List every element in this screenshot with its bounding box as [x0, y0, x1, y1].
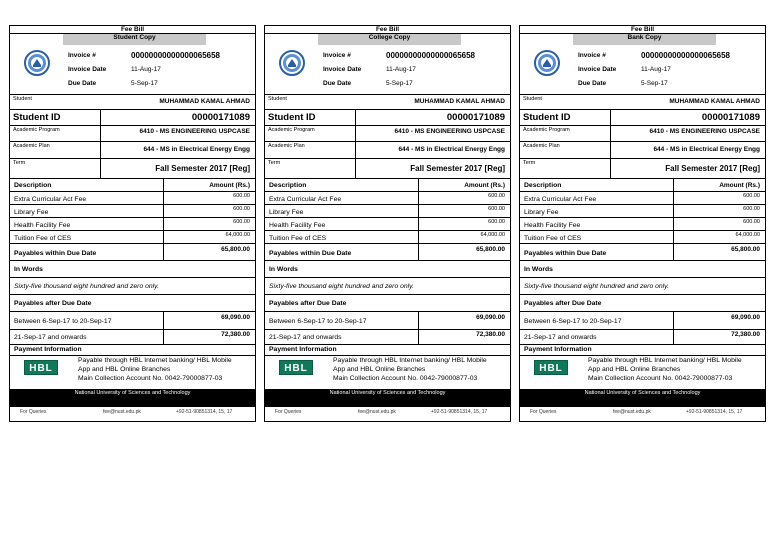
- student-id-row: [265, 110, 510, 126]
- queries-row: [520, 407, 765, 421]
- onwards-row: [520, 330, 765, 345]
- program-row: [10, 126, 255, 142]
- bill-title: Fee Bill: [10, 26, 255, 34]
- fee-item-amount: 600.00: [488, 193, 505, 199]
- invoice-number: 00000000000000065658: [386, 51, 475, 60]
- fee-item-row: [520, 218, 765, 231]
- student-id-label: Student ID: [13, 112, 61, 123]
- fee-item-row: [10, 231, 255, 244]
- fee-item-label: Extra Curricular Act Fee: [524, 196, 597, 203]
- invoice-date-label: Invoice Date: [323, 66, 362, 73]
- program-row: [520, 126, 765, 142]
- academic-plan: 644 - MS in Electrical Energy Engg: [398, 146, 505, 153]
- copy-name: Bank Copy: [573, 34, 716, 45]
- payment-line-1: Payable through HBL Internet banking/ HBL Mobile: [78, 357, 232, 364]
- between-label: Between 6-Sep-17 to 20-Sep-17: [269, 318, 367, 325]
- student-id: 00000171089: [701, 112, 760, 123]
- payable-due-amount: 65,800.00: [221, 246, 250, 253]
- between-amount: 69,090.00: [221, 314, 250, 321]
- payable-due-row: [10, 244, 255, 261]
- after-due-label: Payables after Due Date: [524, 300, 602, 307]
- fee-item-label: Library Fee: [524, 209, 559, 216]
- description-header-row: [265, 179, 510, 192]
- in-words-label-row: [520, 261, 765, 278]
- queries-label: For Queries: [20, 409, 47, 415]
- fee-item-row: [520, 192, 765, 205]
- in-words-row: [520, 278, 765, 295]
- in-words-row: [265, 278, 510, 295]
- term-value: Fall Semester 2017 [Reg]: [410, 164, 505, 173]
- student-row: [265, 94, 510, 110]
- fee-item-label: Health Facility Fee: [14, 222, 71, 229]
- invoice-date: 11-Aug-17: [641, 66, 671, 73]
- fee-item-amount: 64,000.00: [735, 232, 760, 238]
- description-header: Description: [524, 182, 562, 189]
- in-words-row: [10, 278, 255, 295]
- payment-instructions: [78, 356, 253, 383]
- in-words-label: In Words: [14, 266, 43, 273]
- onwards-row: [265, 330, 510, 345]
- onwards-amount: 72,380.00: [221, 331, 250, 338]
- copy-name: College Copy: [318, 34, 461, 45]
- payment-info-label: Payment Information: [14, 346, 82, 353]
- copy-name: Student Copy: [63, 34, 206, 45]
- university-logo-icon: [279, 50, 305, 76]
- fee-item-amount: 600.00: [488, 219, 505, 225]
- between-label: Between 6-Sep-17 to 20-Sep-17: [524, 318, 622, 325]
- fee-item-label: Tuition Fee of CES: [14, 235, 72, 242]
- student-id-label: Student ID: [268, 112, 316, 123]
- plan-row: [265, 142, 510, 159]
- invoice-number: 00000000000000065658: [641, 51, 730, 60]
- queries-email[interactable]: fee@nust.edu.pk: [358, 409, 396, 415]
- amount-header: Amount (Rs.): [719, 182, 760, 189]
- description-header: Description: [269, 182, 307, 189]
- amount-in-words: Sixty-five thousand eight hundred and zero only.: [14, 283, 159, 290]
- invoice-label: Invoice #: [323, 52, 351, 59]
- after-due-row: [10, 295, 255, 312]
- fee-item-amount: 64,000.00: [225, 232, 250, 238]
- payment-line-2: App and HBL Online Branches: [333, 366, 426, 373]
- fee-item-amount: 600.00: [743, 193, 760, 199]
- between-amount: 69,090.00: [476, 314, 505, 321]
- payment-info-row: [10, 345, 255, 356]
- after-due-label: Payables after Due Date: [269, 300, 347, 307]
- queries-row: [265, 407, 510, 421]
- queries-phone: +92-51-90851314, 15, 17: [686, 409, 743, 415]
- bill-title: Fee Bill: [265, 26, 510, 34]
- due-date: 5-Sep-17: [641, 80, 668, 87]
- between-amount: 69,090.00: [731, 314, 760, 321]
- fee-bill-copy: [519, 25, 766, 422]
- onwards-label: 21-Sep-17 and onwards: [524, 334, 597, 341]
- fee-item-amount: 600.00: [743, 206, 760, 212]
- due-date-label: Due Date: [68, 80, 97, 87]
- fee-item-amount: 600.00: [233, 219, 250, 225]
- student-name: MUHAMMAD KAMAL AHMAD: [669, 98, 760, 105]
- term-value: Fall Semester 2017 [Reg]: [665, 164, 760, 173]
- fee-item-row: [265, 192, 510, 205]
- fee-item-row: [10, 192, 255, 205]
- student-label: Student: [523, 96, 542, 102]
- payment-detail-row: [520, 356, 765, 389]
- program-label: Academic Program: [268, 127, 315, 133]
- university-logo-icon: [24, 50, 50, 76]
- fee-item-row: [265, 231, 510, 244]
- academic-plan: 644 - MS in Electrical Energy Engg: [653, 146, 760, 153]
- payable-due-row: [520, 244, 765, 261]
- invoice-date: 11-Aug-17: [131, 66, 161, 73]
- payment-info-label: Payment Information: [269, 346, 337, 353]
- payment-info-row: [265, 345, 510, 356]
- invoice-label: Invoice #: [68, 52, 96, 59]
- hbl-logo-icon: HBL: [279, 360, 313, 375]
- due-date: 5-Sep-17: [131, 80, 158, 87]
- program-label: Academic Program: [13, 127, 60, 133]
- queries-email[interactable]: fee@nust.edu.pk: [103, 409, 141, 415]
- term-value: Fall Semester 2017 [Reg]: [155, 164, 250, 173]
- fee-item-row: [520, 205, 765, 218]
- in-words-label-row: [10, 261, 255, 278]
- payment-detail-row: [10, 356, 255, 389]
- fee-item-label: Health Facility Fee: [269, 222, 326, 229]
- payable-due-label: Payables within Due Date: [14, 250, 97, 257]
- onwards-label: 21-Sep-17 and onwards: [14, 334, 87, 341]
- academic-program: 6410 - MS ENGINEERING USPCASE: [649, 128, 760, 135]
- student-row: [520, 94, 765, 110]
- between-row: [265, 312, 510, 330]
- payment-line-2: App and HBL Online Branches: [588, 366, 681, 373]
- fee-item-label: Health Facility Fee: [524, 222, 581, 229]
- student-label: Student: [13, 96, 32, 102]
- amount-in-words: Sixty-five thousand eight hundred and zero only.: [269, 283, 414, 290]
- fee-item-label: Tuition Fee of CES: [524, 235, 582, 242]
- payment-line-1: Payable through HBL Internet banking/ HBL Mobile: [333, 357, 487, 364]
- plan-label: Academic Plan: [13, 143, 50, 149]
- amount-in-words: Sixty-five thousand eight hundred and zero only.: [524, 283, 669, 290]
- fee-item-amount: 600.00: [233, 206, 250, 212]
- invoice-date: 11-Aug-17: [386, 66, 416, 73]
- hbl-logo-icon: HBL: [534, 360, 568, 375]
- fee-item-row: [10, 205, 255, 218]
- student-id: 00000171089: [191, 112, 250, 123]
- description-header-row: [520, 179, 765, 192]
- term-row: [265, 159, 510, 179]
- student-id-row: [520, 110, 765, 126]
- fee-bill-copy: [9, 25, 256, 422]
- plan-row: [10, 142, 255, 159]
- payable-due-row: [265, 244, 510, 261]
- payment-line-2: App and HBL Online Branches: [78, 366, 171, 373]
- fee-bill-copy: [264, 25, 511, 422]
- onwards-label: 21-Sep-17 and onwards: [269, 334, 342, 341]
- university-footer: National University of Sciences and Technology: [10, 389, 255, 407]
- student-id: 00000171089: [446, 112, 505, 123]
- term-label: Term: [13, 160, 26, 166]
- amount-header: Amount (Rs.): [464, 182, 505, 189]
- payable-due-label: Payables within Due Date: [269, 250, 352, 257]
- between-row: [520, 312, 765, 330]
- invoice-date-label: Invoice Date: [68, 66, 107, 73]
- payment-line-1: Payable through HBL Internet banking/ HBL Mobile: [588, 357, 742, 364]
- fee-item-amount: 600.00: [233, 193, 250, 199]
- amount-header: Amount (Rs.): [209, 182, 250, 189]
- payment-detail-row: [265, 356, 510, 389]
- fee-item-label: Library Fee: [269, 209, 304, 216]
- fee-item-row: [520, 231, 765, 244]
- payment-info-row: [520, 345, 765, 356]
- after-due-row: [265, 295, 510, 312]
- fee-item-amount: 600.00: [488, 206, 505, 212]
- fee-item-amount: 64,000.00: [480, 232, 505, 238]
- fee-item-label: Tuition Fee of CES: [269, 235, 327, 242]
- payment-line-3: Main Collection Account No. 0042-79000877-03: [588, 375, 733, 382]
- payment-instructions: [588, 356, 763, 383]
- onwards-amount: 72,380.00: [731, 331, 760, 338]
- term-row: [10, 159, 255, 179]
- plan-label: Academic Plan: [268, 143, 305, 149]
- student-name: MUHAMMAD KAMAL AHMAD: [159, 98, 250, 105]
- payable-due-label: Payables within Due Date: [524, 250, 607, 257]
- plan-label: Academic Plan: [523, 143, 560, 149]
- academic-plan: 644 - MS in Electrical Energy Engg: [143, 146, 250, 153]
- after-due-row: [520, 295, 765, 312]
- queries-phone: +92-51-90851314, 15, 17: [431, 409, 488, 415]
- description-header: Description: [14, 182, 52, 189]
- term-row: [520, 159, 765, 179]
- plan-row: [520, 142, 765, 159]
- program-row: [265, 126, 510, 142]
- due-date-label: Due Date: [578, 80, 607, 87]
- in-words-label: In Words: [269, 266, 298, 273]
- student-name: MUHAMMAD KAMAL AHMAD: [414, 98, 505, 105]
- due-date: 5-Sep-17: [386, 80, 413, 87]
- after-due-label: Payables after Due Date: [14, 300, 92, 307]
- term-label: Term: [268, 160, 281, 166]
- onwards-row: [10, 330, 255, 345]
- between-label: Between 6-Sep-17 to 20-Sep-17: [14, 318, 112, 325]
- queries-label: For Queries: [275, 409, 302, 415]
- queries-label: For Queries: [530, 409, 557, 415]
- fee-item-row: [10, 218, 255, 231]
- fee-item-row: [265, 218, 510, 231]
- fee-item-row: [265, 205, 510, 218]
- invoice-label: Invoice #: [578, 52, 606, 59]
- in-words-label: In Words: [524, 266, 553, 273]
- hbl-logo-icon: HBL: [24, 360, 58, 375]
- due-date-label: Due Date: [323, 80, 352, 87]
- payable-due-amount: 65,800.00: [731, 246, 760, 253]
- payment-line-3: Main Collection Account No. 0042-79000877-03: [78, 375, 223, 382]
- queries-row: [10, 407, 255, 421]
- student-row: [10, 94, 255, 110]
- description-header-row: [10, 179, 255, 192]
- fee-item-label: Extra Curricular Act Fee: [269, 196, 342, 203]
- university-footer: National University of Sciences and Technology: [265, 389, 510, 407]
- fee-item-label: Extra Curricular Act Fee: [14, 196, 87, 203]
- between-row: [10, 312, 255, 330]
- university-footer: National University of Sciences and Technology: [520, 389, 765, 407]
- fee-item-amount: 600.00: [743, 219, 760, 225]
- payment-line-3: Main Collection Account No. 0042-79000877-03: [333, 375, 478, 382]
- in-words-label-row: [265, 261, 510, 278]
- academic-program: 6410 - MS ENGINEERING USPCASE: [139, 128, 250, 135]
- bill-title: Fee Bill: [520, 26, 765, 34]
- term-label: Term: [523, 160, 536, 166]
- onwards-amount: 72,380.00: [476, 331, 505, 338]
- invoice-date-label: Invoice Date: [578, 66, 617, 73]
- program-label: Academic Program: [523, 127, 570, 133]
- invoice-number: 00000000000000065658: [131, 51, 220, 60]
- payable-due-amount: 65,800.00: [476, 246, 505, 253]
- student-id-row: [10, 110, 255, 126]
- payment-info-label: Payment Information: [524, 346, 592, 353]
- university-logo-icon: [534, 50, 560, 76]
- academic-program: 6410 - MS ENGINEERING USPCASE: [394, 128, 505, 135]
- student-id-label: Student ID: [523, 112, 571, 123]
- payment-instructions: [333, 356, 508, 383]
- student-label: Student: [268, 96, 287, 102]
- queries-email[interactable]: fee@nust.edu.pk: [613, 409, 651, 415]
- queries-phone: +92-51-90851314, 15, 17: [176, 409, 233, 415]
- fee-item-label: Library Fee: [14, 209, 49, 216]
